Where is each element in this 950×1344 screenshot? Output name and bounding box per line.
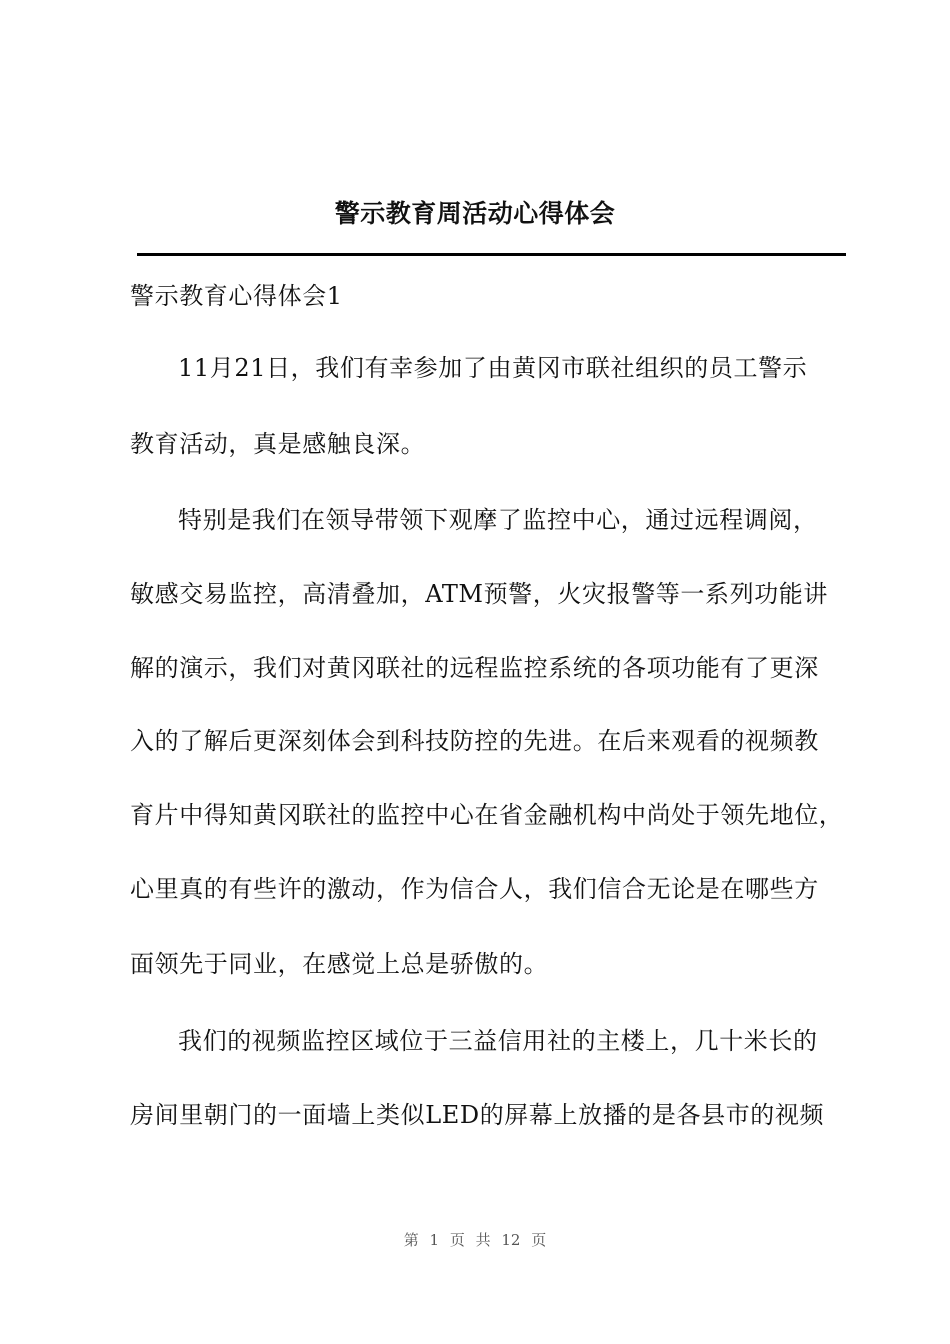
body-line: 特别是我们在领导带领下观摩了监控中心，通过远程调阅， — [178, 506, 818, 534]
body-line: 我们的视频监控区域位于三益信用社的主楼上，几十米长的 — [178, 1027, 818, 1055]
body-line: 入的了解后更深刻体会到科技防控的先进。在后来观看的视频教 — [130, 727, 819, 755]
section-heading: 警示教育心得体会1 — [130, 282, 343, 310]
body-line: 教育活动，真是感触良深。 — [130, 430, 426, 458]
body-line: 房间里朝门的一面墙上类似LED的屏幕上放播的是各县市的视频 — [130, 1101, 825, 1129]
title-underline — [137, 253, 846, 256]
body-line: 心里真的有些许的激动，作为信合人，我们信合无论是在哪些方 — [130, 875, 819, 903]
body-line: 敏感交易监控，高清叠加，ATM预警，火灾报警等一系列功能讲 — [130, 580, 828, 608]
body-line: 11月21日，我们有幸参加了由黄冈市联社组织的员工警示 — [178, 354, 808, 382]
page-footer: 第 1 页 共 12 页 — [403, 1231, 547, 1249]
body-line: 育片中得知黄冈联社的监控中心在省金融机构中尚处于领先地位， — [130, 801, 844, 829]
body-line: 解的演示，我们对黄冈联社的远程监控系统的各项功能有了更深 — [130, 654, 819, 682]
document-title: 警示教育周活动心得体会 — [334, 199, 616, 228]
body-line: 面领先于同业，在感觉上总是骄傲的。 — [130, 950, 549, 978]
